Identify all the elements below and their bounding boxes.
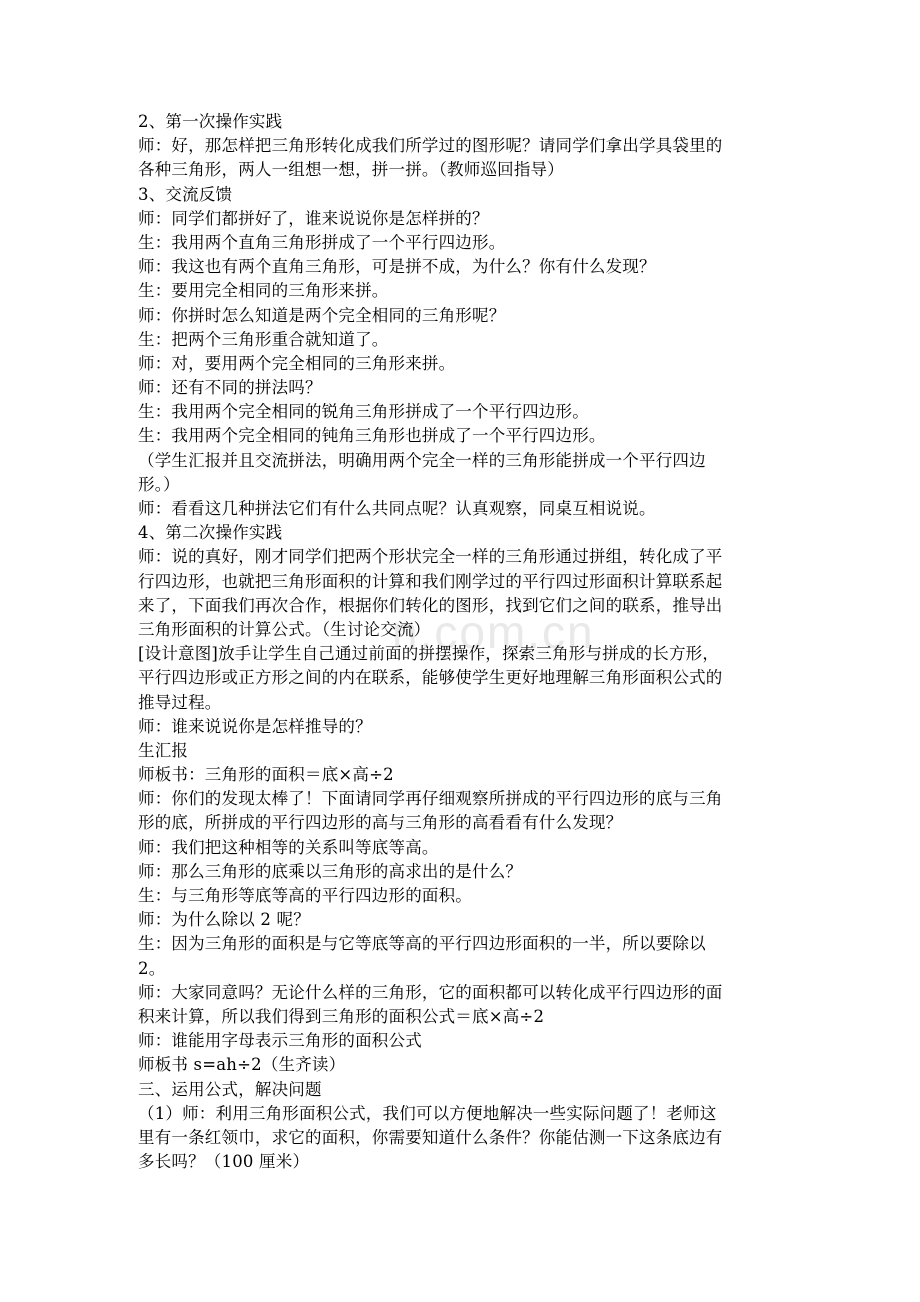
text-line: 师：好，那怎样把三角形转化成我们所学过的图形呢？请同学们拿出学具袋里的 [138, 136, 723, 156]
text-line: 来了，下面我们再次合作，根据你们转化的图形，找到它们之间的联系，推导出 [138, 595, 723, 615]
text-line: 积来计算，所以我们得到三角形的面积公式＝底×高÷2 [138, 1006, 545, 1026]
text-line: 生：与三角形等底等高的平行四边形的面积。 [138, 886, 472, 905]
text-line: 推导过程。 [138, 692, 222, 712]
text-line: 三角形面积的计算公式。（生讨论交流） [138, 619, 431, 639]
text-line: 行四边形，也就把三角形面积的计算和我们刚学过的平行四过形面积计算联系起 [138, 571, 723, 591]
text-line: 师：你拼时怎么知道是两个完全相同的三角形呢？ [138, 305, 506, 325]
text-line: 师：对，要用两个完全相同的三角形来拼。 [138, 353, 456, 373]
text-line: 生：我用两个完全相同的钝角三角形也拼成了一个平行四边形。 [138, 426, 606, 446]
text-line: 师：我们把这种相等的关系叫等底等高。 [138, 837, 439, 857]
text-line: 师：同学们都拼好了，谁来说说你是怎样拼的？ [138, 208, 489, 228]
text-line: （1）师：利用三角形面积公式，我们可以方便地解决一些实际问题了！老师这 [138, 1103, 717, 1123]
text-line: 形。） [138, 474, 180, 494]
text-line: 师板书 s=ah÷2（生齐读） [138, 1055, 346, 1075]
document-body [138, 110, 788, 1174]
text-line: 生汇报 [138, 740, 189, 760]
text-line: 师：谁能用字母表示三角形的面积公式 [138, 1031, 422, 1051]
text-line: [设计意图]放手让学生自己通过前面的拼摆操作，探索三角形与拼成的长方形， [138, 644, 720, 664]
text-line: 师：我这也有两个直角三角形，可是拼不成，为什么？你有什么发现？ [138, 257, 656, 277]
text-line: 多长吗？（100 厘米） [138, 1152, 310, 1172]
text-line: 师：为什么除以 2 呢？ [138, 910, 310, 930]
text-line: 生：因为三角形的面积是与它等底等高的平行四边形面积的一半，所以要除以 [138, 934, 706, 954]
text-line: 2。 [138, 958, 166, 978]
text-line: 师板书：三角形的面积＝底×高÷2 [138, 765, 394, 785]
text-line: 平行四边形或正方形之间的内在联系，能够使学生更好地理解三角形面积公式的 [138, 668, 723, 688]
text-line: 各种三角形，两人一组想一想，拼一拼。（教师巡回指导） [138, 160, 564, 180]
text-line: 师：那么三角形的底乘以三角形的高求出的是什么？ [138, 861, 523, 881]
text-line: 生：把两个三角形重合就知道了。 [138, 329, 389, 349]
text-line: 2、第一次操作实践 [138, 112, 283, 131]
text-line: 3、交流反馈 [138, 184, 233, 204]
text-line: 师：还有不同的拼法吗？ [138, 378, 322, 398]
text-line: 师：你们的发现太棒了！下面请同学再仔细观察所拼成的平行四边形的底与三角 [138, 789, 723, 809]
text-line: 4、第二次操作实践 [138, 523, 283, 543]
text-line: 师：看看这几种拼法它们有什么共同点呢？认真观察，同桌互相说说。 [138, 499, 656, 518]
watermark: n.com.cn [392, 606, 595, 658]
text-line: 师：大家同意吗？无论什么样的三角形，它的面积都可以转化成平行四边形的面 [138, 982, 723, 1002]
text-line: 三、运用公式，解决问题 [138, 1079, 322, 1099]
text-line: 里有一条红领巾，求它的面积，你需要知道什么条件？你能估测一下这条底边有 [138, 1127, 723, 1147]
text-line: 师：说的真好，刚才同学们把两个形状完全一样的三角形通过拼组，转化成了平 [138, 547, 723, 567]
text-line: 生：我用两个完全相同的锐角三角形拼成了一个平行四边形。 [138, 402, 589, 422]
text-line: 生：要用完全相同的三角形来拼。 [138, 281, 389, 301]
text-line: 师：谁来说说你是怎样推导的？ [138, 716, 372, 736]
text-line: （学生汇报并且交流拼法，明确用两个完全一样的三角形能拼成一个平行四边 [138, 450, 706, 470]
text-line: 生：我用两个直角三角形拼成了一个平行四边形。 [138, 232, 506, 252]
text-line: 形的底，所拼成的平行四边形的高与三角形的高看看有什么发现？ [138, 813, 623, 833]
